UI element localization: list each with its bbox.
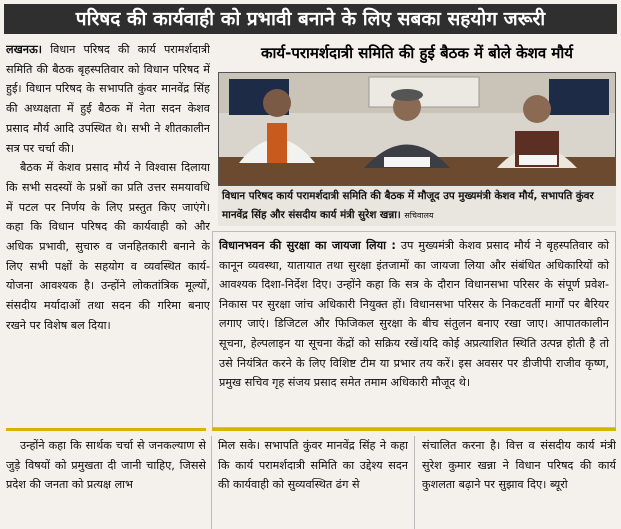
bottom-column-3-text: संचालित करना है। वित्त व संसदीय कार्य मंत्री सुरेश कुमार खन्ना ने विधान परिषद की कार्य कुशलता बढ़ाने पर सुझाव दिए। ब्यूरो <box>422 439 616 492</box>
dateline: लखनऊ। <box>6 43 42 56</box>
bottom-column-1 <box>6 436 206 529</box>
photo-caption <box>218 186 616 226</box>
caption-credit: सचिवालय <box>404 211 434 220</box>
headline: परिषद की कार्यवाही को प्रभावी बनाने के लिए सबका सहयोग जरूरी <box>4 4 617 34</box>
bottom-column-3 <box>422 436 616 529</box>
left-para-2: बैठक में केशव प्रसाद मौर्य ने विश्वास दिलाया कि सभी सदस्यों के प्रश्नों का प्रति उत्तर समयावधि में पटल पर निर्णय के लिए प्रस्तुत किए जाएंगे। कहा कि विधान परिषद की कार्यवाही को और अधिक प्रभावी, सुचारु व जनहितकारी बनाने के लिए सभी पक्षों के सहयोग व व्यवस्थित कार्य-योजना आवश्यक है। उन्होंने लोकतांत्रिक मूल्यों, संसदीय मर्यादाओं तथा सदन की गरिमा बनाए रखने पर विशेष बल दिया। <box>6 161 210 332</box>
bottom-column-2-text: मिल सके। सभापति कुंवर मानवेंद्र सिंह ने कहा कि कार्य परामर्शदात्री समिति का उद्देश्य सदन की कार्यवाही को सुव्यवस्थित ढंग से <box>218 439 408 492</box>
caption-text: विधान परिषद कार्य परामर्शदात्री समिति की बैठक में मौजूद उप मुख्यमंत्री केशव मौर्य, सभापति कुंवर मानवेंद्र सिंह और संसदीय कार्य मंत्री सुरेश खन्ना। <box>222 190 594 221</box>
column-separator-1 <box>211 436 212 529</box>
meeting-photo-illustration <box>219 73 615 185</box>
column-separator-2 <box>414 436 415 529</box>
left-para-1 <box>6 40 210 158</box>
left-para-1-text: विधान परिषद की कार्य परामर्शदात्री समिति की बैठक बृहस्पतिवार को विधान परिषद में हुई। विधान परिषद के सभापति कुंवर मानवेंद्र सिंह की अध्यक्षता में हुई बैठक में नेता सदन केशव प्रसाद मौर्य आदि उपस्थित थे। सभी ने शीतकालीन सत्र पर चर्चा की। <box>6 43 210 155</box>
meeting-photo <box>218 72 616 186</box>
left-column <box>6 40 210 423</box>
security-lead: विधानभवन की सुरक्षा का जायजा लिया : <box>219 239 396 252</box>
divider-left <box>6 428 206 431</box>
security-box <box>212 231 616 428</box>
bottom-column-2 <box>218 436 408 529</box>
security-text: उप मुख्यमंत्री केशव प्रसाद मौर्य ने बृहस्पतिवार को कानून व्यवस्था, यातायात तथा सुरक्षा इंतजामों का जायजा लिया और संबंधित अधिकारियों को आवश्यक दिशा-निर्देश दिए। उन्होंने कहा कि सत्र के दौरान विधानसभा परिसर के संपूर्ण प्रवेश-निकास पर सुरक्षा जांच अधिकारी नियुक्त हों। विधानसभा परिसर के निकटवर्ती मार्गों पर बैरियर लगाए जाएं। डिजिटल और फिजिकल सुरक्षा के बीच संतुलन बनाए रखा जाए। आपातकालीन सूचना, हेल्पलाइन या सूचना केंद्रों को सक्रिय रखें।यदि कोई अप्रत्याशित स्थिति उत्पन्न होती है तो उसे नियंत्रित करने के लिए विशिष्ट टीम या प्रभार तय करें। इस अवसर पर डीजीपी राजीव कृष्ण, प्रमुख सचिव गृह संजय प्रसाद समेत तमाम अधिकारी मौजूद थे। <box>219 239 609 390</box>
bottom-column-1-text: उन्होंने कहा कि सार्थक चर्चा से जनकल्याण से जुड़े विषयों को प्रमुखता दी जानी चाहिए, जिससे प्रदेश की जनता को प्रत्यक्ष लाभ <box>6 439 206 492</box>
sub-headline: कार्य-परामर्शदात्री समिति की हुई बैठक में बोले केशव मौर्य <box>260 44 573 62</box>
divider-right <box>212 428 616 431</box>
